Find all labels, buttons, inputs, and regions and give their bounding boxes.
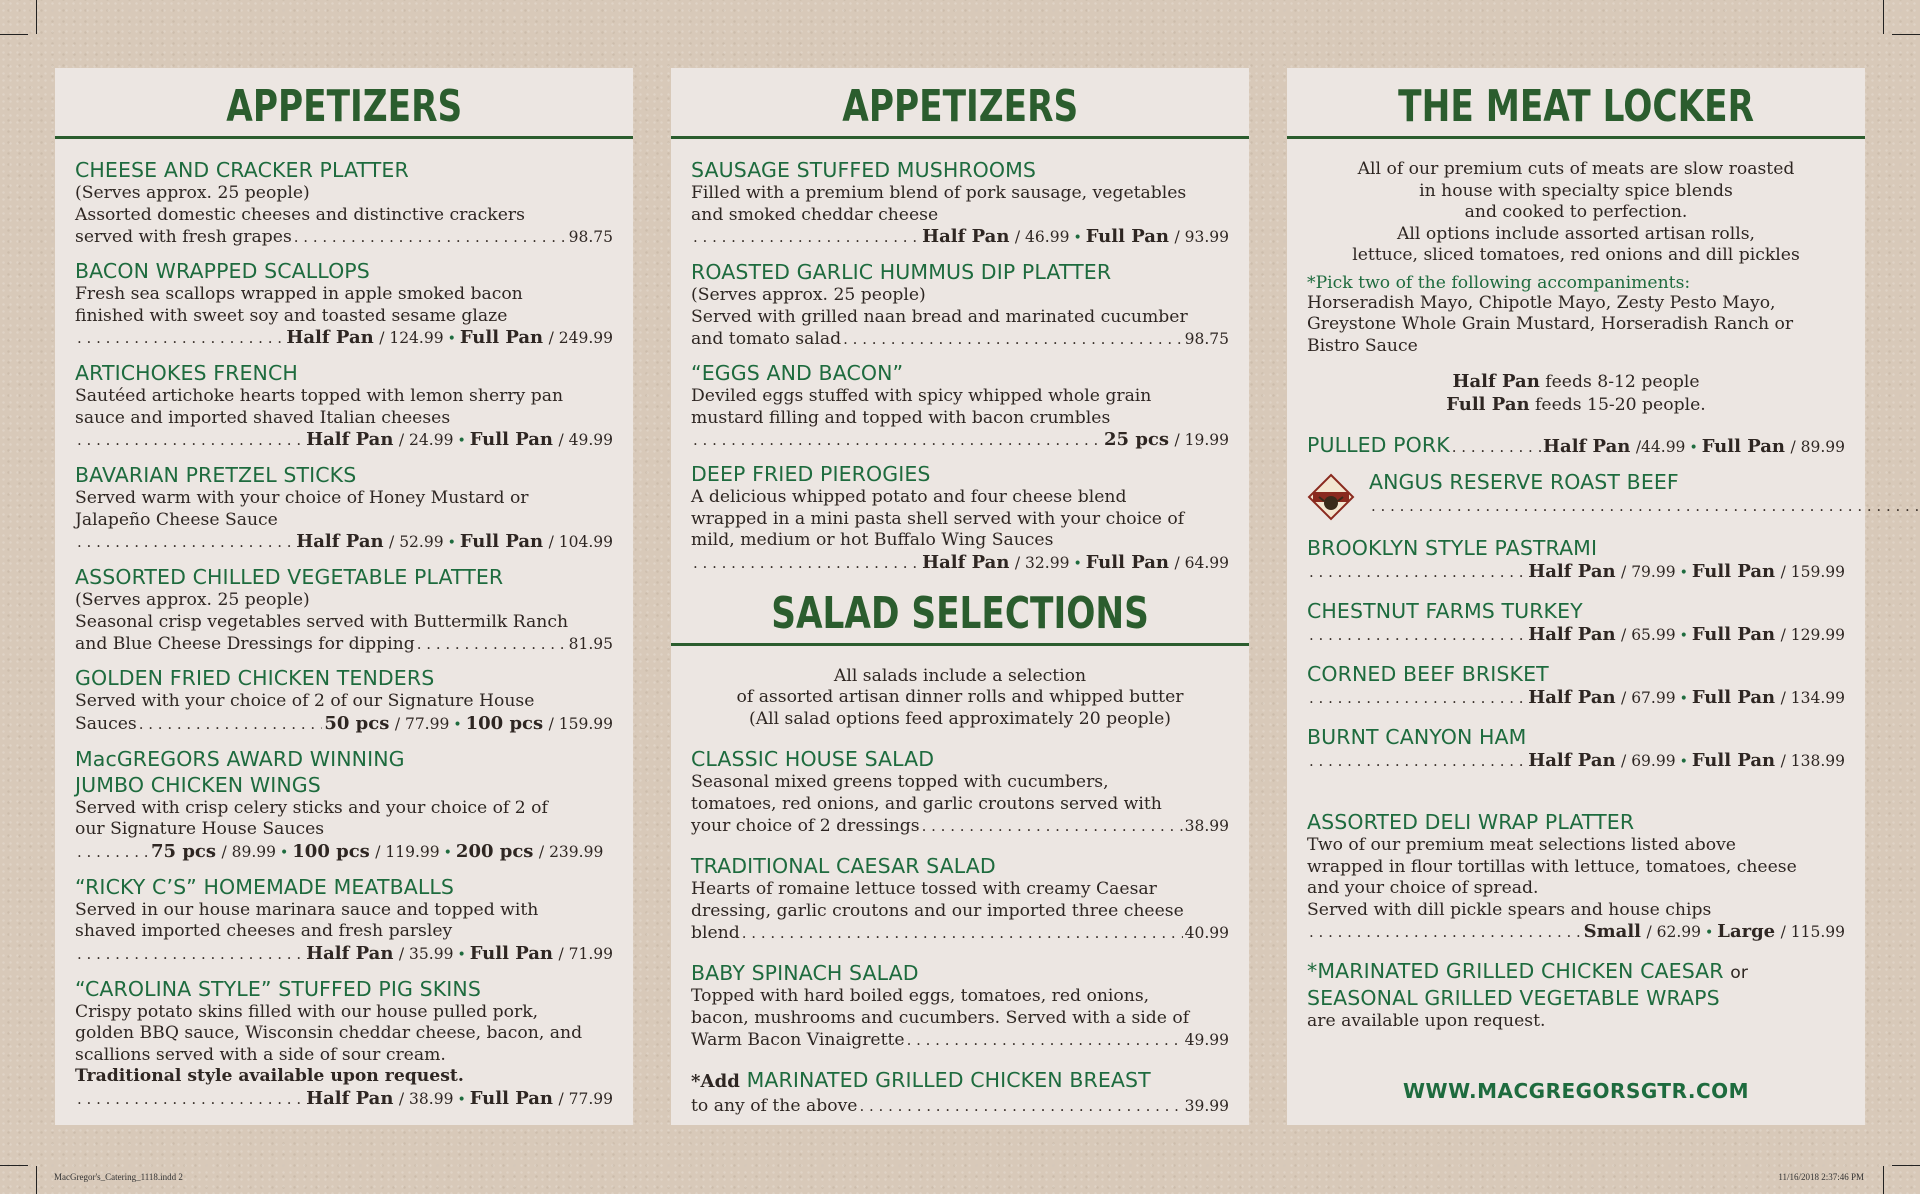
item-desc: wrapped in flour tortillas with lettuce, tomatoes, cheese (1307, 856, 1797, 877)
item-desc: Hearts of romaine lettuce tossed with creamy Caesar (691, 879, 1157, 899)
menu-item (691, 1067, 1229, 1117)
item-name: MacGREGORS AWARD WINNING (75, 746, 405, 771)
meat-item (1307, 535, 1845, 584)
menu-item (691, 157, 1229, 249)
crop-mark (1883, 0, 1884, 34)
item-name: ASSORTED DELI WRAP PLATTER (1307, 810, 1635, 834)
item-desc: shaved imported cheeses and fresh parsley (75, 921, 453, 941)
menu-item (691, 461, 1229, 575)
menu-item (691, 259, 1229, 350)
menu-item (75, 462, 613, 554)
price-line: . . . Half Pan / 79.99 • Full Pan / 159.99 (1307, 561, 1845, 584)
intro-line: lettuce, sliced tomatoes, red onions and dill pickles (1352, 245, 1800, 265)
item-desc: Assorted domestic cheeses and distinctive crackers (75, 204, 525, 225)
item-name: BURNT CANYON HAM (1307, 725, 1527, 749)
item-name: *Add MARINATED GRILLED CHICKEN BREAST (691, 1068, 1151, 1092)
item-desc: Seasonal crisp vegetables served with Buttermilk Ranch (75, 611, 569, 632)
intro-line: All options include assorted artisan rolls, (1396, 223, 1756, 244)
item-desc: Served with dill pickle spears and house chips (1307, 899, 1712, 920)
wrap-item (1307, 809, 1845, 944)
item-desc: Served with grilled naan bread and marinated cucumber (691, 306, 1188, 327)
item-desc: sauce and imported shaved Italian cheeses (75, 407, 451, 428)
item-desc: Served with your choice of 2 of our Signature House (75, 691, 535, 711)
menu-item (75, 976, 613, 1111)
price-line: Warm Bacon Vinaigrette . . . 49.99 (691, 1029, 1229, 1051)
price-line: . . . Half Pan / 65.99 • Full Pan / 129.99 (1307, 624, 1845, 647)
item-desc: A delicious whipped potato and four cheese blend (691, 487, 1127, 507)
item-desc: Seasonal mixed greens topped with cucumbers, (691, 772, 1109, 792)
crop-mark (1892, 1165, 1920, 1166)
meat-item (1307, 432, 1845, 459)
accompaniment-heading: *Pick two of the following accompaniments: (1307, 272, 1691, 293)
price-line: blend . . . 40.99 (691, 922, 1229, 944)
item-desc: and smoked cheddar cheese (691, 204, 939, 225)
menu-item (691, 853, 1229, 944)
price-line: . . . Half Pan / 67.99 • Full Pan / 134.99 (1307, 687, 1845, 710)
intro-line: in house with specialty spice blends (1419, 180, 1733, 201)
price-line: and tomato salad . . . 98.75 (691, 328, 1229, 350)
price-line: . . . 75 pcs / 89.99 • 100 pcs / 119.99 • 200 pcs / 239.99 (75, 841, 613, 864)
panel-title: THE MEAT LOCKER (1287, 78, 1865, 139)
meat-item (1307, 724, 1845, 773)
item-desc: finished with sweet soy and toasted sesame glaze (75, 305, 508, 326)
crop-mark (36, 0, 37, 34)
meat-item (1307, 661, 1845, 710)
item-desc: Served in our house marinara sauce and topped with (75, 899, 539, 920)
item-name: CHESTNUT FARMS TURKEY (1307, 599, 1583, 623)
price-line: . . . Half Pan / 52.99 • Full Pan / 104.99 (75, 531, 613, 554)
item-name: ROASTED GARLIC HUMMUS DIP PLATTER (691, 260, 1112, 284)
price-line: . . . Half Pan / 24.99 • Full Pan / 49.99 (75, 429, 613, 452)
price-line: . . . Half Pan / 46.99 • Full Pan / 93.99 (691, 226, 1229, 249)
item-name: ASSORTED CHILLED VEGETABLE PLATTER (75, 565, 504, 589)
item-desc: Jalapeño Cheese Sauce (75, 509, 278, 530)
salad-intro: (All salad options feed approximately 20 people) (748, 708, 1171, 729)
item-name: CORNED BEEF BRISKET (1307, 662, 1549, 686)
price-line: . . . Half Pan / 124.99 • Full Pan / 249.99 (75, 327, 613, 350)
item-desc: dressing, garlic croutons and our imported three cheese (691, 900, 1184, 921)
special-request (1307, 958, 1845, 1032)
item-desc: (Serves approx. 25 people) (691, 285, 926, 305)
crop-mark (1883, 1166, 1884, 1194)
salad-section-title: SALAD SELECTIONS (671, 585, 1249, 646)
accompaniment-list: Bistro Sauce (1307, 335, 1418, 356)
item-desc: mild, medium or hot Buffalo Wing Sauces (691, 530, 1054, 550)
item-desc: Sautéed artichoke hearts topped with lemon sherry pan (75, 386, 564, 406)
item-desc: tomatoes, red onions, and garlic croutons served with (691, 793, 1162, 814)
item-name: SEASONAL GRILLED VEGETABLE WRAPS (1307, 985, 1720, 1010)
menu-item (75, 258, 613, 350)
meat-locker-panel (1287, 68, 1865, 1125)
item-name: CHEESE AND CRACKER PLATTER (75, 158, 409, 182)
menu-item (75, 360, 613, 452)
item-name: JUMBO CHICKEN WINGS (75, 772, 321, 797)
price-line: served with fresh grapes . . . 98.75 (75, 226, 613, 248)
item-desc: Served warm with your choice of Honey Mustard or (75, 488, 529, 508)
menu-item (75, 874, 613, 966)
meat-item (1307, 469, 1845, 521)
menu-item (691, 360, 1229, 451)
price-line: Sauces . . . 50 pcs / 77.99 • 100 pcs / 159.99 (75, 713, 613, 736)
item-desc: Served with crisp celery sticks and your choice of 2 of (75, 797, 548, 818)
item-desc: are available upon request. (1307, 1010, 1546, 1031)
item-name: “CAROLINA STYLE” STUFFED PIG SKINS (75, 976, 481, 1001)
item-name: BACON WRAPPED SCALLOPS (75, 259, 370, 283)
accompaniment-list: Horseradish Mayo, Chipotle Mayo, Zesty Pesto Mayo, (1307, 292, 1776, 313)
accompaniment-list: Greystone Whole Grain Mustard, Horseradish Ranch or (1307, 314, 1794, 334)
item-desc: Fresh sea scallops wrapped in apple smoked bacon (75, 284, 523, 304)
price-line: . . . Half Pan / 38.99 • Full Pan / 77.99 (75, 1088, 613, 1111)
menu-item (691, 746, 1229, 837)
price-line: . . . Half Pan / 69.99 • Full Pan / 138.99 (1307, 750, 1845, 773)
item-desc: (Serves approx. 25 people) (75, 183, 310, 203)
website-link[interactable]: WWW.MACGREGORSGTR.COM (1402, 1079, 1750, 1103)
item-desc: Filled with a premium blend of pork sausage, vegetables (691, 183, 1187, 203)
item-desc: bacon, mushrooms and cucumbers. Served with a side of (691, 1007, 1190, 1028)
item-name: DEEP FRIED PIEROGIES (691, 462, 931, 486)
price-line: PULLED PORK . . . Half Pan /44.99 • Full Pan / 89.99 (1307, 432, 1845, 459)
salad-intro: All salads include a selection (833, 665, 1087, 686)
item-name: “RICKY C’S” HOMEMADE MEATBALLS (75, 874, 455, 899)
menu-item (691, 960, 1229, 1051)
footer-timestamp: 11/16/2018 2:37:46 PM (1778, 1172, 1864, 1182)
item-desc: mustard filling and topped with bacon crumbles (691, 407, 1111, 428)
price-line (1369, 495, 1920, 518)
item-name: SAUSAGE STUFFED MUSHROOMS (691, 158, 1037, 182)
item-note: Traditional style available upon request. (75, 1066, 464, 1086)
crop-mark (36, 1166, 37, 1194)
item-name: *MARINATED GRILLED CHICKEN CAESAR or (1307, 959, 1749, 983)
menu-item (75, 665, 613, 736)
footer-file-label: MacGregor's_Catering_1118.indd 2 (54, 1172, 183, 1182)
appetizers-panel-middle (671, 68, 1249, 1125)
item-name: ANGUS RESERVE ROAST BEEF (1369, 470, 1679, 494)
salad-intro: of assorted artisan dinner rolls and whipped butter (736, 687, 1184, 707)
appetizers-panel-left (55, 68, 633, 1125)
item-desc: scallions served with a side of sour cream. (75, 1044, 446, 1065)
feeds-line: Full Pan feeds 15-20 people. (1446, 393, 1706, 415)
price-line: . . . Small / 62.99 • Large / 115.99 (1307, 921, 1845, 944)
item-name: GOLDEN FRIED CHICKEN TENDERS (75, 666, 435, 690)
intro-line: All of our premium cuts of meats are slow roasted (1357, 159, 1795, 179)
item-desc: golden BBQ sauce, Wisconsin cheddar cheese, bacon, and (75, 1023, 583, 1043)
item-desc: Topped with hard boiled eggs, tomatoes, red onions, (691, 986, 1150, 1006)
item-name: ARTICHOKES FRENCH (75, 361, 298, 385)
crop-mark (1892, 34, 1920, 35)
item-name: BAVARIAN PRETZEL STICKS (75, 463, 357, 487)
item-desc: Deviled eggs stuffed with spicy whipped whole grain (691, 386, 1152, 406)
panel-title: APPETIZERS (671, 78, 1249, 139)
item-desc: Two of our premium meat selections listed above (1307, 835, 1736, 855)
item-name: CLASSIC HOUSE SALAD (691, 747, 935, 771)
item-desc: and your choice of spread. (1307, 878, 1539, 898)
item-name: TRADITIONAL CAESAR SALAD (691, 854, 996, 878)
item-desc: our Signature House Sauces (75, 819, 325, 839)
panel-title: APPETIZERS (55, 78, 633, 139)
item-name: “EGGS AND BACON” (691, 361, 904, 385)
menu-item (75, 564, 613, 655)
crop-mark (0, 34, 28, 35)
price-line: your choice of 2 dressings . . . 38.99 (691, 815, 1229, 837)
menu-item (75, 746, 613, 864)
item-desc: wrapped in a mini pasta shell served with your choice of (691, 508, 1185, 529)
price-line: to any of the above . . . 39.99 (691, 1095, 1229, 1117)
price-line: . . . 25 pcs / 19.99 (691, 429, 1229, 451)
angus-logo-icon (1307, 473, 1355, 521)
meat-item (1307, 598, 1845, 647)
item-desc: (Serves approx. 25 people) (75, 590, 310, 610)
item-desc: Crispy potato skins filled with our house pulled pork, (75, 1001, 539, 1022)
price-line: . . . Half Pan / 35.99 • Full Pan / 71.99 (75, 943, 613, 966)
item-name: BABY SPINACH SALAD (691, 961, 919, 985)
intro-line: and cooked to perfection. (1464, 202, 1688, 222)
menu-item (75, 157, 613, 248)
feeds-line: Half Pan feeds 8-12 people (1452, 371, 1700, 392)
item-name: BROOKLYN STYLE PASTRAMI (1307, 536, 1598, 560)
crop-mark (0, 1165, 28, 1166)
price-line: and Blue Cheese Dressings for dipping . . . 81.95 (75, 633, 613, 655)
price-line: . . . Half Pan / 32.99 • Full Pan / 64.99 (691, 552, 1229, 575)
